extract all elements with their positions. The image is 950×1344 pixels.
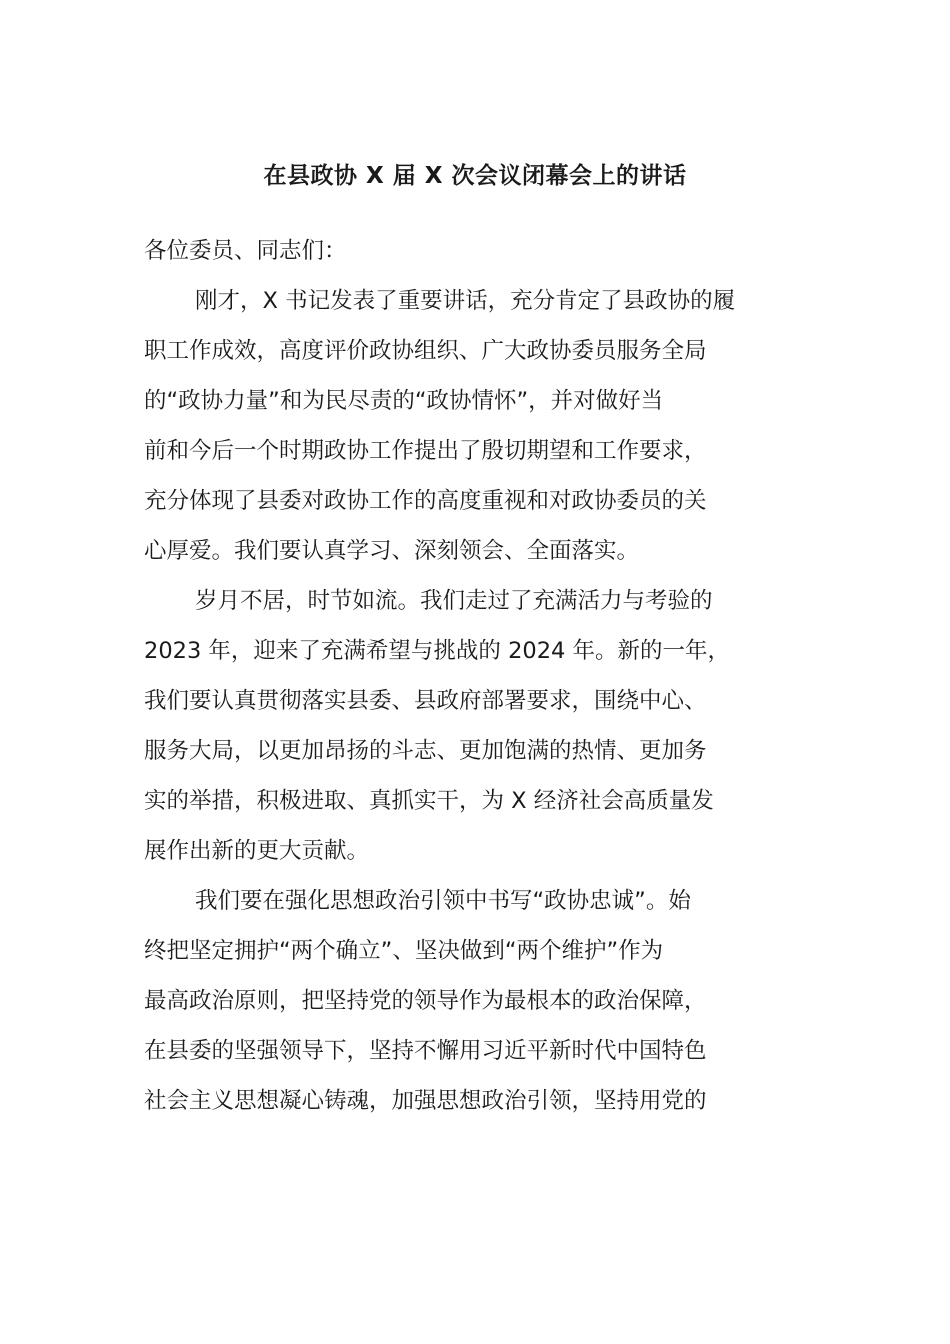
paragraph-3 — [144, 876, 824, 1126]
paragraph-line: 的“政协力量”和为民尽责的“政协情怀”，并对做好当 — [144, 388, 664, 414]
paragraph-line: 我们要认真贯彻落实县委、县政府部署要求，围绕中心、 — [144, 688, 707, 714]
paragraph-line: 2023 年，迎来了充满希望与挑战的 2024 年。新的一年， — [144, 638, 730, 664]
paragraph-1 — [144, 276, 824, 576]
document-title: 在县政协 X 届 X 次会议闭幕会上的讲话 — [263, 163, 687, 189]
paragraph-line: 服务大局，以更加昂扬的斗志、更加饱满的热情、更加务 — [144, 738, 707, 764]
paragraph-line: 心厚爱。我们要认真学习、深刻领会、全面落实。 — [144, 538, 640, 564]
salutation: 各位委员、同志们： — [144, 238, 347, 264]
document-body — [144, 226, 824, 1126]
paragraph-line: 实的举措，积极进取、真抓实干，为 X 经济社会高质量发 — [144, 788, 714, 814]
paragraph-line: 刚才，X 书记发表了重要讲话，充分肯定了县政协的履 — [195, 288, 736, 314]
paragraph-line: 职工作成效，高度评价政协组织、广大政协委员服务全局 — [144, 338, 707, 364]
paragraph-line: 社会主义思想凝心铸魂，加强思想政治引领，坚持用党的 — [144, 1088, 707, 1114]
paragraph-line: 前和今后一个时期政协工作提出了殷切期望和工作要求， — [144, 438, 707, 464]
paragraph-line: 最高政治原则，把坚持党的领导作为最根本的政治保障， — [144, 988, 707, 1014]
paragraph-line: 终把坚定拥护“两个确立”、坚决做到“两个维护”作为 — [144, 938, 664, 964]
paragraph-line: 在县委的坚强领导下，坚持不懈用习近平新时代中国特色 — [144, 1038, 707, 1064]
paragraph-line: 我们要在强化思想政治引领中书写“政协忠诚”。始 — [195, 888, 691, 914]
paragraph-line: 展作出新的更大贡献。 — [144, 838, 370, 864]
paragraph-line: 充分体现了县委对政协工作的高度重视和对政协委员的关 — [144, 488, 707, 514]
paragraph-2 — [144, 576, 824, 876]
paragraph-line: 岁月不居，时节如流。我们走过了充满活力与考验的 — [195, 588, 713, 614]
